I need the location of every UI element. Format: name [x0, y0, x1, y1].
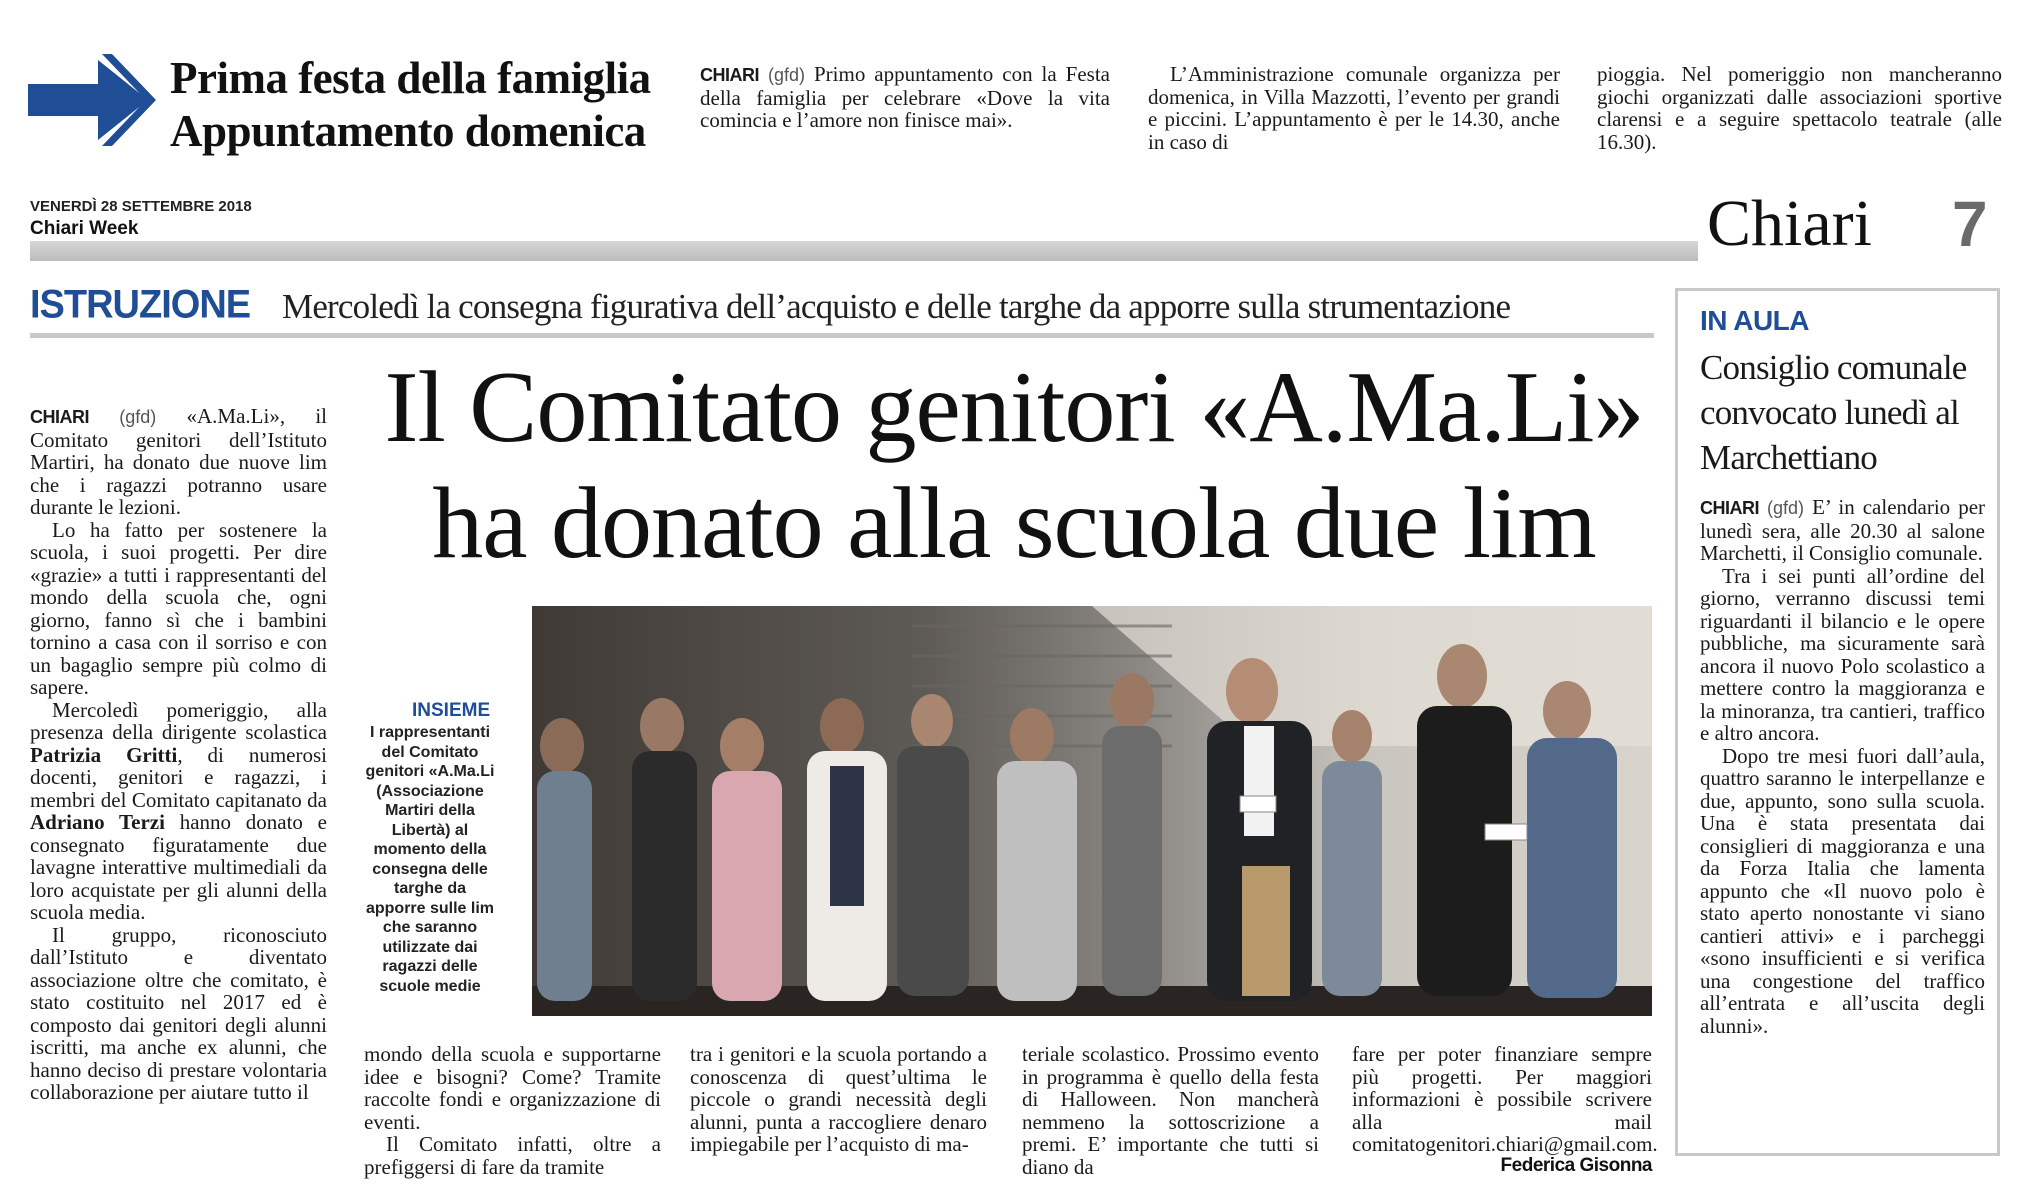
- masthead-rule: [30, 241, 1738, 261]
- person-name-terzi: Adriano Terzi: [30, 810, 165, 834]
- teaser-col1: [700, 63, 1110, 132]
- article-col5: [1352, 1042, 1658, 1156]
- teaser-col1-text: Primo appuntamento con la Festa della famiglia per celebrare «Dove la vita comincia e l’amore non finisce mai».: [700, 62, 1111, 132]
- article-col3: [690, 1043, 987, 1156]
- col1-p1: «A.Ma.Li», il Comitato genitori dell’Istituto Martiri, ha donato due nuove lim che i ragazzi potranno usare durante le lezioni.: [30, 404, 328, 519]
- article-lead: CHIARI: [30, 407, 89, 427]
- kicker-rule: [30, 333, 1654, 338]
- author-byline: Federica Gisonna: [1500, 1155, 1652, 1176]
- person-name-gritti: Patrizia Gritti: [30, 742, 178, 767]
- col2-p2: Il Comitato infatti, oltre a prefiggersi di fare da tramite: [364, 1132, 661, 1179]
- teaser-headline-line2: Appuntamento domenica: [170, 106, 646, 156]
- teaser-headline: [170, 52, 680, 158]
- col2-p1: mondo della scuola e supportarne idee e bisogni? Come? Tramite raccolte fondi e organizzazione di eventi.: [364, 1042, 661, 1134]
- article-kicker: ISTRUZIONE: [30, 282, 251, 328]
- article-subhead: Mercoledì la consegna figurativa dell’acquisto e delle targhe da apporre sulla strumentazione: [282, 287, 1511, 326]
- paper-name: Chiari Week: [30, 218, 139, 239]
- teaser-col3-text: pioggia. Nel pomeriggio non mancheranno giochi organizzati dalle associazioni sportive clarensi e a seguire spettacolo teatrale (alle 16.30).: [1597, 62, 2002, 154]
- article-col1: [30, 405, 327, 1104]
- teaser-headline-line1: Prima festa della famiglia: [170, 53, 651, 103]
- issue-date: VENERDÌ 28 SETTEMBRE 2018: [30, 198, 252, 215]
- sidebar-p2: Tra i sei punti all’ordine del giorno, verranno discussi temi riguardanti il bilancio e le opere pubbliche, ma sicuramente sarà ancora il nuovo Polo scolastico a mettere contro la maggioranza e la minoranza, tra cantieri, traffico e altro ancora.: [1700, 563, 1985, 745]
- article-gfd: (gfd): [119, 407, 157, 427]
- col3-text: tra i genitori e la scuola portando a conoscenza di quest’ultima le piccole o grandi necessità degli alunni, punta a raccogliere denaro impiegabile per l’acquisto di ma-: [690, 1042, 987, 1156]
- col1-p4: Il gruppo, riconosciuto dall’Istituto e diventato associazione oltre che comitato, è stato costituito nel 2017 ed è composto dai genitori degli alunni iscritti, ma anche ex alunni, che hanno deciso di prestare volontaria collaborazione per aiutare tutto il: [30, 922, 327, 1104]
- col1-p3b: , di numerosi docenti, genitori e ragazzi, i membri del Comitato capitanato da: [30, 742, 327, 812]
- sidebar-lead: CHIARI: [1700, 498, 1759, 518]
- article-title: [364, 350, 1664, 582]
- caption-title: INSIEME: [412, 700, 491, 721]
- col4-text: teriale scolastico. Prossimo evento in programma è quello della festa di Halloween. Non mancherà nemmeno la sottoscrizione a premi. E’ importante che tutti si diano da: [1022, 1042, 1319, 1179]
- article-title-line1: Il Comitato genitori «A.Ma.Li»: [384, 351, 1644, 464]
- article-col2: [364, 1043, 661, 1178]
- sidebar-gfd: (gfd): [1767, 498, 1805, 518]
- sidebar-p1: E’ in calendario per lunedì sera, alle 20.30 al salone Marchetti, il Consiglio comunale.: [1700, 495, 1986, 565]
- article-col4: [1022, 1043, 1319, 1178]
- caption-text: I rappresentanti del Comitato genitori «A.Ma.Li (Associazione Martiri della Libertà) al momento della consegna delle targhe da apporre sulle lim che saranno utilizzate dai ragazzi delle scuole medie: [365, 724, 495, 995]
- col1-p3a: Mercoledì pomeriggio, alla presenza della dirigente scolastica: [30, 697, 327, 744]
- teaser-gfd: (gfd): [767, 65, 805, 85]
- col1-p3c: hanno donato e consegnato figuratamente due lavagne interattive multimediali da loro acquistate per gli alunni della scuola media.: [30, 810, 328, 924]
- arrow-icon: [28, 54, 156, 146]
- teaser-col3: [1597, 63, 2002, 153]
- col1-p2: Lo ha fatto per sostenere la scuola, i suoi progetti. Per dire «grazie» a tutti i rappresentanti del mondo della scuola che, ogni giorno, fanno sì che i bambini tornino a casa con il sorriso e con un bagaglio sempre più colmo di sapere.: [30, 517, 327, 699]
- sidebar-kicker: IN AULA: [1700, 305, 1810, 336]
- col5-text: fare per poter finanziare sempre più progetti. Per maggiori informazioni è possibile scrivere alla mail comitatogenitori.chiari@gmail.com.: [1352, 1042, 1658, 1156]
- group-photo: [532, 606, 1652, 1016]
- article-title-line2: ha donato alla scuola due lim: [432, 467, 1596, 580]
- sidebar-body: [1700, 496, 1985, 1037]
- sidebar-title: Consiglio comunale convocato lunedì al Marchettiano: [1700, 348, 1967, 477]
- teaser-col2-text: L’Amministrazione comunale organizza per domenica, in Villa Mazzotti, l’evento per grandi e piccini. L’appuntamento è per le 14.30, anche in caso di: [1148, 62, 1560, 154]
- teaser-lead: CHIARI: [700, 65, 759, 85]
- teaser-col2: [1148, 63, 1560, 153]
- sidebar-p3: Dopo tre mesi fuori dall’aula, quattro saranno le interpellanze e due, appunto, sono sulla scuola. Una è stata presentata dai consiglieri di maggioranza e una da Forza Italia che lamenta appunto che «Il nuovo polo è stato aperto nonostante vi siano cantieri attivi» e i parcheggi «sono insufficienti e si verifica una congestione del traffico all’entrata e all’uscita degli alunni».: [1700, 743, 1985, 1038]
- page-number: 7: [1952, 188, 1988, 260]
- section-name: Chiari: [1707, 187, 1872, 260]
